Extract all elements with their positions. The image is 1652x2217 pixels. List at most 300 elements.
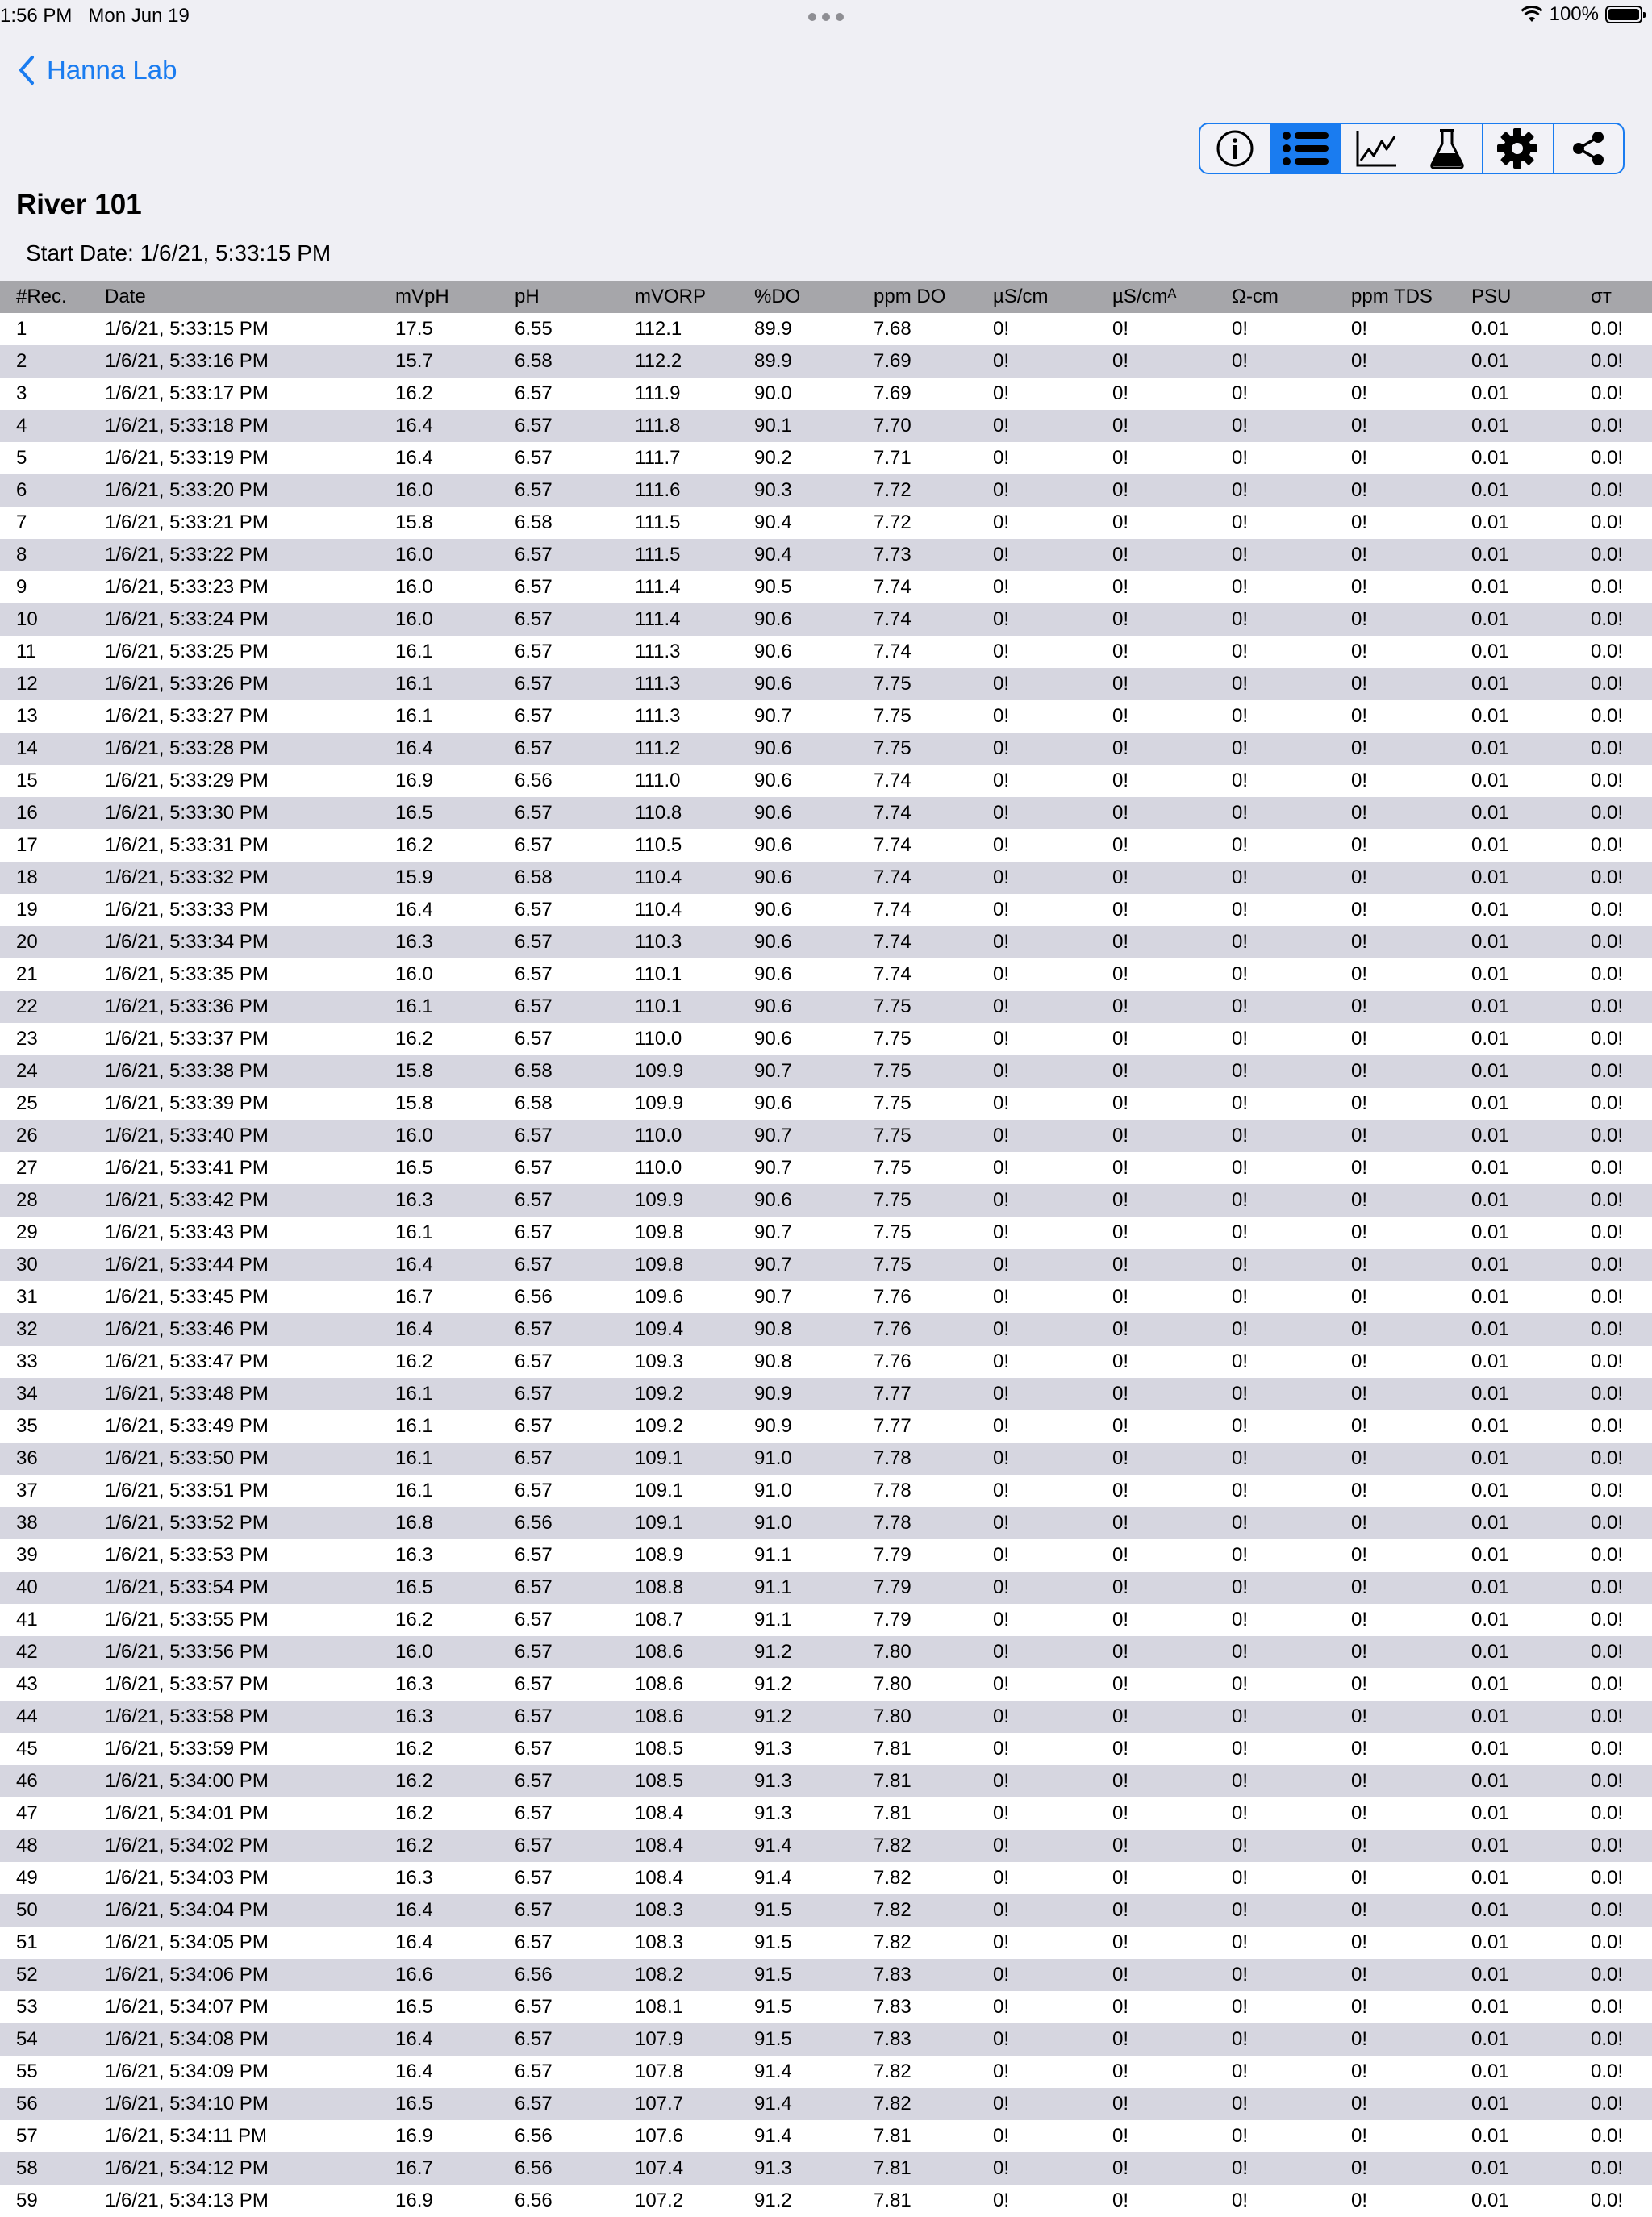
table-cell: 0! <box>1232 576 1249 598</box>
table-cell: 0! <box>993 1867 1010 1889</box>
table-cell: 0! <box>1112 802 1129 824</box>
table-cell: 0! <box>1112 1931 1129 1953</box>
info-button[interactable] <box>1200 124 1271 173</box>
table-cell: 11 <box>16 641 36 662</box>
table-row[interactable] <box>0 733 1652 765</box>
table-cell: 15.7 <box>395 350 433 372</box>
table-cell: 0! <box>993 899 1010 921</box>
table-cell: 0! <box>993 673 1010 695</box>
table-row[interactable] <box>0 410 1652 442</box>
table-row[interactable] <box>0 1378 1652 1410</box>
table-cell: 0.01 <box>1471 1447 1509 1469</box>
table-cell: 0! <box>1232 1480 1249 1501</box>
table-cell: 112.1 <box>635 318 682 340</box>
table-cell: 1/6/21, 5:34:02 PM <box>105 1835 269 1856</box>
table-cell: 7.74 <box>874 963 912 985</box>
table-cell: 108.8 <box>635 1576 684 1598</box>
table-cell: 0! <box>993 1415 1010 1437</box>
table-cell: 111.7 <box>635 447 681 469</box>
table-cell: 109.8 <box>635 1254 684 1276</box>
table-cell: 0! <box>1232 1318 1249 1340</box>
table-cell: 16.6 <box>395 1964 433 1985</box>
table-cell: 90.6 <box>754 834 792 856</box>
table-cell: 6.57 <box>515 1770 553 1792</box>
table-cell: 110.8 <box>635 802 682 824</box>
table-cell: 6.57 <box>515 1576 553 1598</box>
table-cell: 0.01 <box>1471 1415 1509 1437</box>
table-row[interactable] <box>0 539 1652 571</box>
table-row[interactable] <box>0 1346 1652 1378</box>
settings-button[interactable] <box>1483 124 1554 173</box>
table-cell: 0! <box>993 1899 1010 1921</box>
table-cell: 91.3 <box>754 1802 792 1824</box>
table-cell: 15.8 <box>395 511 433 533</box>
table-cell: 0.01 <box>1471 1157 1509 1179</box>
table-cell: 6.57 <box>515 1157 553 1179</box>
table-cell: 7.74 <box>874 802 912 824</box>
column-header: PSU <box>1471 286 1512 307</box>
table-cell: 0.01 <box>1471 996 1509 1017</box>
table-cell: 0! <box>1232 996 1249 1017</box>
table-row[interactable] <box>0 926 1652 958</box>
table-cell: 0! <box>1232 866 1249 888</box>
table-row[interactable] <box>0 1636 1652 1668</box>
table-cell: 0! <box>1351 1544 1368 1566</box>
table-cell: 0! <box>993 866 1010 888</box>
table-cell: 1/6/21, 5:33:22 PM <box>105 544 269 566</box>
table-cell: 91.2 <box>754 1706 792 1727</box>
table-cell: 109.1 <box>635 1480 684 1501</box>
table-cell: 6.57 <box>515 963 553 985</box>
table-cell: 0! <box>1232 1835 1249 1856</box>
table-row[interactable] <box>0 1765 1652 1797</box>
table-row[interactable] <box>0 862 1652 894</box>
table-cell: 16.2 <box>395 1738 433 1760</box>
table-cell: 0.01 <box>1471 415 1509 436</box>
table-cell: 0! <box>1351 2028 1368 2050</box>
table-cell: 16.4 <box>395 447 433 469</box>
table-cell: 90.6 <box>754 802 792 824</box>
table-cell: 0! <box>1232 479 1249 501</box>
table-cell: 91.5 <box>754 2028 792 2050</box>
table-row[interactable] <box>0 313 1652 345</box>
table-cell: 0! <box>1351 576 1368 598</box>
table-cell: 0! <box>1232 931 1249 953</box>
table-cell: 90.8 <box>754 1318 792 1340</box>
table-cell: 0.0! <box>1591 1480 1624 1501</box>
chart-view-button[interactable] <box>1341 124 1412 173</box>
table-cell: 0! <box>993 1125 1010 1146</box>
table-row[interactable] <box>0 1959 1652 1991</box>
table-cell: 7.81 <box>874 1738 912 1760</box>
table-cell: 42 <box>16 1641 38 1663</box>
table-cell: 0! <box>1351 1318 1368 1340</box>
table-row[interactable] <box>0 636 1652 668</box>
table-cell: 0! <box>1112 899 1129 921</box>
table-cell: 6.57 <box>515 415 553 436</box>
table-cell: 1/6/21, 5:33:24 PM <box>105 608 269 630</box>
table-row[interactable] <box>0 765 1652 797</box>
table-row[interactable] <box>0 1507 1652 1539</box>
table-cell: 0! <box>1232 1609 1249 1630</box>
table-row[interactable] <box>0 1927 1652 1959</box>
table-row[interactable] <box>0 2185 1652 2217</box>
table-cell: 1/6/21, 5:33:33 PM <box>105 899 269 921</box>
table-cell: 26 <box>16 1125 38 1146</box>
table-cell: 0! <box>1351 1996 1368 2018</box>
table-cell: 0! <box>1112 1964 1129 1985</box>
table-cell: 0.01 <box>1471 1318 1509 1340</box>
table-cell: 16.5 <box>395 1576 433 1598</box>
table-cell: 0! <box>1351 2190 1368 2211</box>
table-cell: 0! <box>1232 2157 1249 2179</box>
table-cell: 0.0! <box>1591 1157 1624 1179</box>
table-cell: 55 <box>16 2060 38 2082</box>
table-row[interactable] <box>0 894 1652 926</box>
table-cell: 0.0! <box>1591 1835 1624 1856</box>
table-cell: 16.2 <box>395 1770 433 1792</box>
table-cell: 0! <box>1112 1447 1129 1469</box>
table-cell: 0! <box>1112 1189 1129 1211</box>
table-cell: 6.57 <box>515 834 553 856</box>
table-cell: 1/6/21, 5:34:06 PM <box>105 1964 269 1985</box>
table-cell: 1/6/21, 5:33:28 PM <box>105 737 269 759</box>
table-cell: 0! <box>1232 2060 1249 2082</box>
table-cell: 0! <box>1112 415 1129 436</box>
table-cell: 0! <box>1351 1899 1368 1921</box>
table-cell: 7.75 <box>874 1028 912 1050</box>
table-cell: 6.57 <box>515 1544 553 1566</box>
table-cell: 0.0! <box>1591 1060 1624 1082</box>
table-cell: 0.01 <box>1471 1092 1509 1114</box>
table-cell: 7.74 <box>874 576 912 598</box>
table-row[interactable] <box>0 1443 1652 1475</box>
calibration-button[interactable] <box>1412 124 1483 173</box>
table-row[interactable] <box>0 1088 1652 1120</box>
table-cell: 0! <box>1351 1480 1368 1501</box>
table-row[interactable] <box>0 2152 1652 2185</box>
table-cell: 90.4 <box>754 544 792 566</box>
table-cell: 90.6 <box>754 641 792 662</box>
table-cell: 16.2 <box>395 382 433 404</box>
table-cell: 109.2 <box>635 1383 684 1405</box>
table-cell: 0! <box>1351 1802 1368 1824</box>
table-cell: 110.4 <box>635 866 682 888</box>
table-row[interactable] <box>0 378 1652 410</box>
table-row[interactable] <box>0 603 1652 636</box>
table-cell: 0.0! <box>1591 963 1624 985</box>
table-cell: 109.9 <box>635 1189 684 1211</box>
table-cell: 0! <box>1232 318 1249 340</box>
table-cell: 7.82 <box>874 2093 912 2115</box>
table-row[interactable] <box>0 345 1652 378</box>
table-row[interactable] <box>0 507 1652 539</box>
table-cell: 0! <box>993 415 1010 436</box>
table-cell: 0! <box>1232 1706 1249 1727</box>
table-cell: 0.01 <box>1471 1673 1509 1695</box>
table-cell: 1/6/21, 5:33:53 PM <box>105 1544 269 1566</box>
table-cell: 6.58 <box>515 511 553 533</box>
table-cell: 0! <box>1351 1351 1368 1372</box>
table-cell: 16.3 <box>395 1706 433 1727</box>
table-cell: 0! <box>993 737 1010 759</box>
table-cell: 0! <box>993 382 1010 404</box>
table-row[interactable] <box>0 1797 1652 1830</box>
table-row[interactable] <box>0 1539 1652 1572</box>
table-cell: 0.0! <box>1591 1383 1624 1405</box>
chevron-left-icon <box>18 55 35 86</box>
table-cell: 0.01 <box>1471 2125 1509 2147</box>
table-cell: 0.01 <box>1471 382 1509 404</box>
table-cell: 0! <box>993 1576 1010 1598</box>
table-cell: 0.01 <box>1471 834 1509 856</box>
table-row[interactable] <box>0 668 1652 700</box>
table-row[interactable] <box>0 2120 1652 2152</box>
table-cell: 12 <box>16 673 38 695</box>
table-cell: 0! <box>1232 1351 1249 1372</box>
table-row[interactable] <box>0 1894 1652 1927</box>
table-cell: 16.4 <box>395 1318 433 1340</box>
table-cell: 0! <box>1351 1835 1368 1856</box>
table-cell: 1/6/21, 5:34:12 PM <box>105 2157 269 2179</box>
table-cell: 7.75 <box>874 705 912 727</box>
table-row[interactable] <box>0 1410 1652 1443</box>
table-cell: 17 <box>16 834 38 856</box>
table-row[interactable] <box>0 1475 1652 1507</box>
table-cell: 0.0! <box>1591 641 1624 662</box>
table-cell: 0! <box>1112 1286 1129 1308</box>
table-cell: 0.0! <box>1591 866 1624 888</box>
table-cell: 1/6/21, 5:33:34 PM <box>105 931 269 953</box>
table-cell: 6.57 <box>515 2093 553 2115</box>
table-cell: 0! <box>1351 899 1368 921</box>
table-cell: 0! <box>1232 1092 1249 1114</box>
table-cell: 0! <box>1112 1351 1129 1372</box>
table-cell: 0! <box>993 1802 1010 1824</box>
table-row[interactable] <box>0 829 1652 862</box>
share-button[interactable] <box>1554 124 1624 173</box>
table-cell: 0! <box>1112 318 1129 340</box>
table-cell: 91.2 <box>754 1673 792 1695</box>
table-cell: 0! <box>1351 1060 1368 1082</box>
table-cell: 0.0! <box>1591 705 1624 727</box>
table-cell: 0! <box>993 1835 1010 1856</box>
table-cell: 21 <box>16 963 38 985</box>
table-cell: 91.0 <box>754 1480 792 1501</box>
table-cell: 1/6/21, 5:33:16 PM <box>105 350 269 372</box>
table-row[interactable] <box>0 474 1652 507</box>
table-cell: 0.01 <box>1471 447 1509 469</box>
table-row[interactable] <box>0 571 1652 603</box>
table-cell: 90.7 <box>754 1286 792 1308</box>
table-cell: 108.3 <box>635 1931 684 1953</box>
table-row[interactable] <box>0 1184 1652 1217</box>
page-title: River 101 <box>16 189 142 220</box>
table-row[interactable] <box>0 1701 1652 1733</box>
table-row[interactable] <box>0 1023 1652 1055</box>
wifi-icon <box>1521 6 1543 23</box>
table-cell: 108.4 <box>635 1802 684 1824</box>
table-cell: 108.2 <box>635 1964 684 1985</box>
table-cell: 0! <box>993 1351 1010 1372</box>
multitasking-dots-icon[interactable] <box>808 13 844 21</box>
table-cell: 7.82 <box>874 1835 912 1856</box>
table-row[interactable] <box>0 797 1652 829</box>
table-cell: 1/6/21, 5:33:29 PM <box>105 770 269 791</box>
table-cell: 7.81 <box>874 2190 912 2211</box>
table-row[interactable] <box>0 1281 1652 1313</box>
table-cell: 108.5 <box>635 1770 684 1792</box>
table-row[interactable] <box>0 2088 1652 2120</box>
table-cell: 0! <box>993 1706 1010 1727</box>
table-row[interactable] <box>0 1668 1652 1701</box>
table-cell: 16.4 <box>395 737 433 759</box>
table-row[interactable] <box>0 1120 1652 1152</box>
table-row[interactable] <box>0 700 1652 733</box>
table-cell: 7.82 <box>874 2060 912 2082</box>
table-cell: 0.01 <box>1471 802 1509 824</box>
table-cell: 0! <box>1232 1512 1249 1534</box>
table-cell: 0! <box>1351 996 1368 1017</box>
table-header-row <box>0 281 1652 313</box>
table-cell: 46 <box>16 1770 38 1792</box>
table-cell: 0! <box>1112 673 1129 695</box>
table-cell: 16.2 <box>395 1609 433 1630</box>
measurements-table[interactable] <box>0 281 1652 2217</box>
table-cell: 1/6/21, 5:34:10 PM <box>105 2093 269 2115</box>
table-cell: 16.0 <box>395 544 433 566</box>
table-cell: 14 <box>16 737 38 759</box>
table-cell: 0! <box>1232 1125 1249 1146</box>
table-cell: 1/6/21, 5:33:36 PM <box>105 996 269 1017</box>
table-cell: 0.01 <box>1471 1964 1509 1985</box>
table-cell: 0! <box>1232 2125 1249 2147</box>
table-cell: 0.0! <box>1591 1609 1624 1630</box>
battery-percent: 100% <box>1549 3 1599 25</box>
table-row[interactable] <box>0 991 1652 1023</box>
table-cell: 0! <box>1112 479 1129 501</box>
table-cell: 7.75 <box>874 1157 912 1179</box>
table-cell: 0! <box>993 1221 1010 1243</box>
table-row[interactable] <box>0 1249 1652 1281</box>
table-cell: 7.68 <box>874 318 912 340</box>
table-cell: 44 <box>16 1706 38 1727</box>
table-row[interactable] <box>0 442 1652 474</box>
table-cell: 0.0! <box>1591 673 1624 695</box>
table-row[interactable] <box>0 1830 1652 1862</box>
table-cell: 16.4 <box>395 899 433 921</box>
table-cell: 0! <box>1351 931 1368 953</box>
table-cell: 16.1 <box>395 1415 433 1437</box>
table-cell: 110.1 <box>635 996 682 1017</box>
table-cell: 16.1 <box>395 1221 433 1243</box>
table-row[interactable] <box>0 1604 1652 1636</box>
table-cell: 107.9 <box>635 2028 684 2050</box>
table-cell: 0! <box>1112 705 1129 727</box>
table-cell: 54 <box>16 2028 38 2050</box>
table-cell: 0! <box>993 1157 1010 1179</box>
table-row[interactable] <box>0 2023 1652 2056</box>
table-cell: 91.4 <box>754 2093 792 2115</box>
table-cell: 6.57 <box>515 1028 553 1050</box>
table-cell: 112.2 <box>635 350 682 372</box>
list-view-button[interactable] <box>1271 124 1342 173</box>
table-cell: 0! <box>1351 802 1368 824</box>
table-cell: 0! <box>1112 1157 1129 1179</box>
table-cell: 43 <box>16 1673 38 1695</box>
table-cell: 0.0! <box>1591 1706 1624 1727</box>
table-cell: 35 <box>16 1415 38 1437</box>
table-cell: 0! <box>1232 1028 1249 1050</box>
table-cell: 0! <box>1112 1802 1129 1824</box>
table-row[interactable] <box>0 1862 1652 1894</box>
table-row[interactable] <box>0 1217 1652 1249</box>
table-cell: 16.9 <box>395 2190 433 2211</box>
table-cell: 90.7 <box>754 1254 792 1276</box>
table-cell: 0! <box>1112 1706 1129 1727</box>
table-row[interactable] <box>0 1152 1652 1184</box>
table-cell: 107.6 <box>635 2125 684 2147</box>
table-cell: 110.0 <box>635 1125 682 1146</box>
table-cell: 0.01 <box>1471 2190 1509 2211</box>
table-cell: 7.75 <box>874 1125 912 1146</box>
table-cell: 0! <box>1232 382 1249 404</box>
table-cell: 51 <box>16 1931 38 1953</box>
table-cell: 7.76 <box>874 1351 912 1372</box>
table-cell: 0! <box>1351 1609 1368 1630</box>
table-cell: 0! <box>993 931 1010 953</box>
table-cell: 0.0! <box>1591 899 1624 921</box>
table-row[interactable] <box>0 1733 1652 1765</box>
table-cell: 7.78 <box>874 1447 912 1469</box>
table-row[interactable] <box>0 1313 1652 1346</box>
table-cell: 36 <box>16 1447 38 1469</box>
table-cell: 6.57 <box>515 1835 553 1856</box>
table-cell: 0.01 <box>1471 1125 1509 1146</box>
table-cell: 0! <box>993 1512 1010 1534</box>
table-cell: 7.75 <box>874 737 912 759</box>
column-header: µS/cmᴬ <box>1112 286 1177 307</box>
table-cell: 0! <box>1232 1383 1249 1405</box>
table-row[interactable] <box>0 1991 1652 2023</box>
table-cell: 0! <box>993 1447 1010 1469</box>
table-cell: 0! <box>1112 608 1129 630</box>
table-row[interactable] <box>0 958 1652 991</box>
table-cell: 29 <box>16 1221 38 1243</box>
table-cell: 0! <box>1351 1964 1368 1985</box>
back-button[interactable] <box>18 55 177 86</box>
table-cell: 0! <box>1232 737 1249 759</box>
table-cell: 91.3 <box>754 1770 792 1792</box>
table-cell: 0.01 <box>1471 1641 1509 1663</box>
table-cell: 0! <box>1232 641 1249 662</box>
table-cell: 90.6 <box>754 1092 792 1114</box>
column-header: Date <box>105 286 146 307</box>
table-cell: 15.8 <box>395 1060 433 1082</box>
table-cell: 108.3 <box>635 1899 684 1921</box>
table-cell: 1/6/21, 5:33:57 PM <box>105 1673 269 1695</box>
table-row[interactable] <box>0 1572 1652 1604</box>
table-row[interactable] <box>0 2056 1652 2088</box>
table-cell: 108.9 <box>635 1544 684 1566</box>
table-cell: 0.0! <box>1591 1738 1624 1760</box>
table-cell: 0! <box>1351 1738 1368 1760</box>
table-row[interactable] <box>0 1055 1652 1088</box>
table-cell: 31 <box>16 1286 38 1308</box>
gear-icon <box>1496 127 1538 169</box>
table-cell: 7.74 <box>874 770 912 791</box>
table-cell: 0! <box>993 608 1010 630</box>
